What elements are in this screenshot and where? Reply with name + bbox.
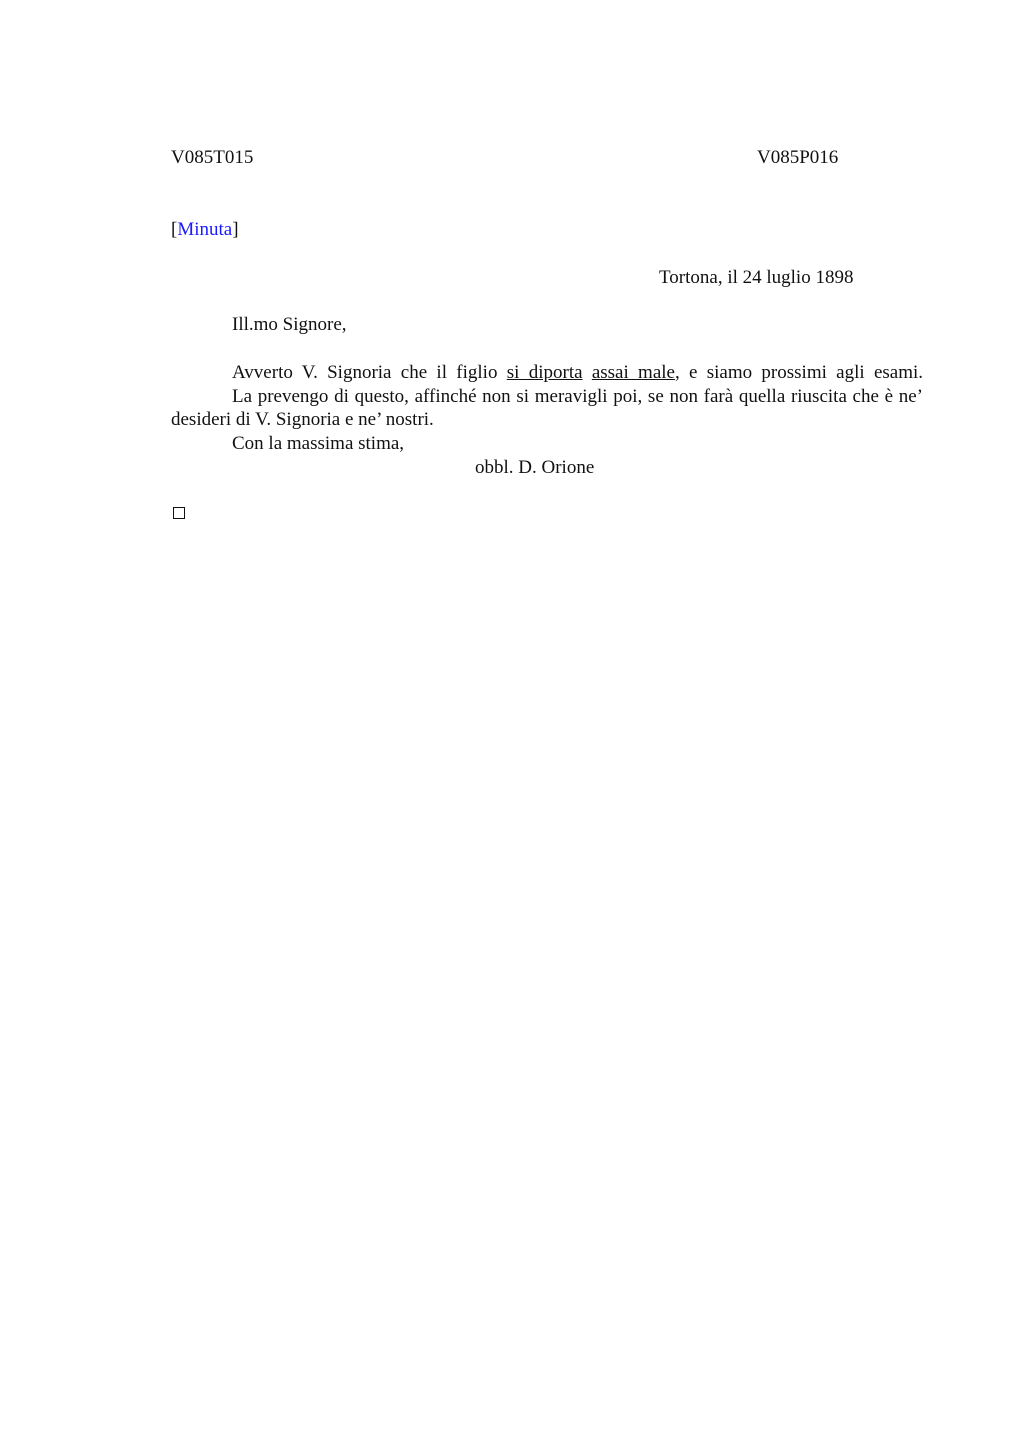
close-bracket: ] — [232, 219, 239, 240]
open-bracket: [ — [171, 219, 178, 240]
letter-closing: Con la massima stima, — [232, 432, 405, 454]
paragraph-1-space — [583, 362, 592, 383]
underlined-phrase-si-diporta: si diporta — [506, 362, 583, 383]
minuta-link[interactable]: Minuta — [177, 219, 233, 240]
letter-dateline: Tortona, il 24 luglio 1898 — [659, 267, 854, 288]
letter-paragraph-1 — [171, 361, 923, 385]
letter-salutation: Ill.mo Signore, — [232, 314, 347, 335]
paragraph-1-text-start: Avverto V. Signoria che il figlio — [232, 362, 507, 383]
letter-paragraph-2: La prevengo di questo, affinché non si meravigli poi, se non farà quella riuscita che è ne’ desideri di V. Signoria e ne’ nostri. — [171, 385, 923, 430]
letter-body — [171, 361, 923, 455]
underlined-phrase-assai-male: assai male — [591, 362, 675, 383]
paragraph-1-text-end: , e siamo prossimi agli esami. — [674, 362, 924, 383]
letter-signature: obbl. D. Orione — [475, 457, 595, 478]
minuta-note — [171, 218, 239, 242]
checkbox-square-icon — [173, 507, 185, 519]
document-code-right: V085P016 — [757, 147, 839, 168]
document-code-left: V085T015 — [171, 147, 254, 168]
